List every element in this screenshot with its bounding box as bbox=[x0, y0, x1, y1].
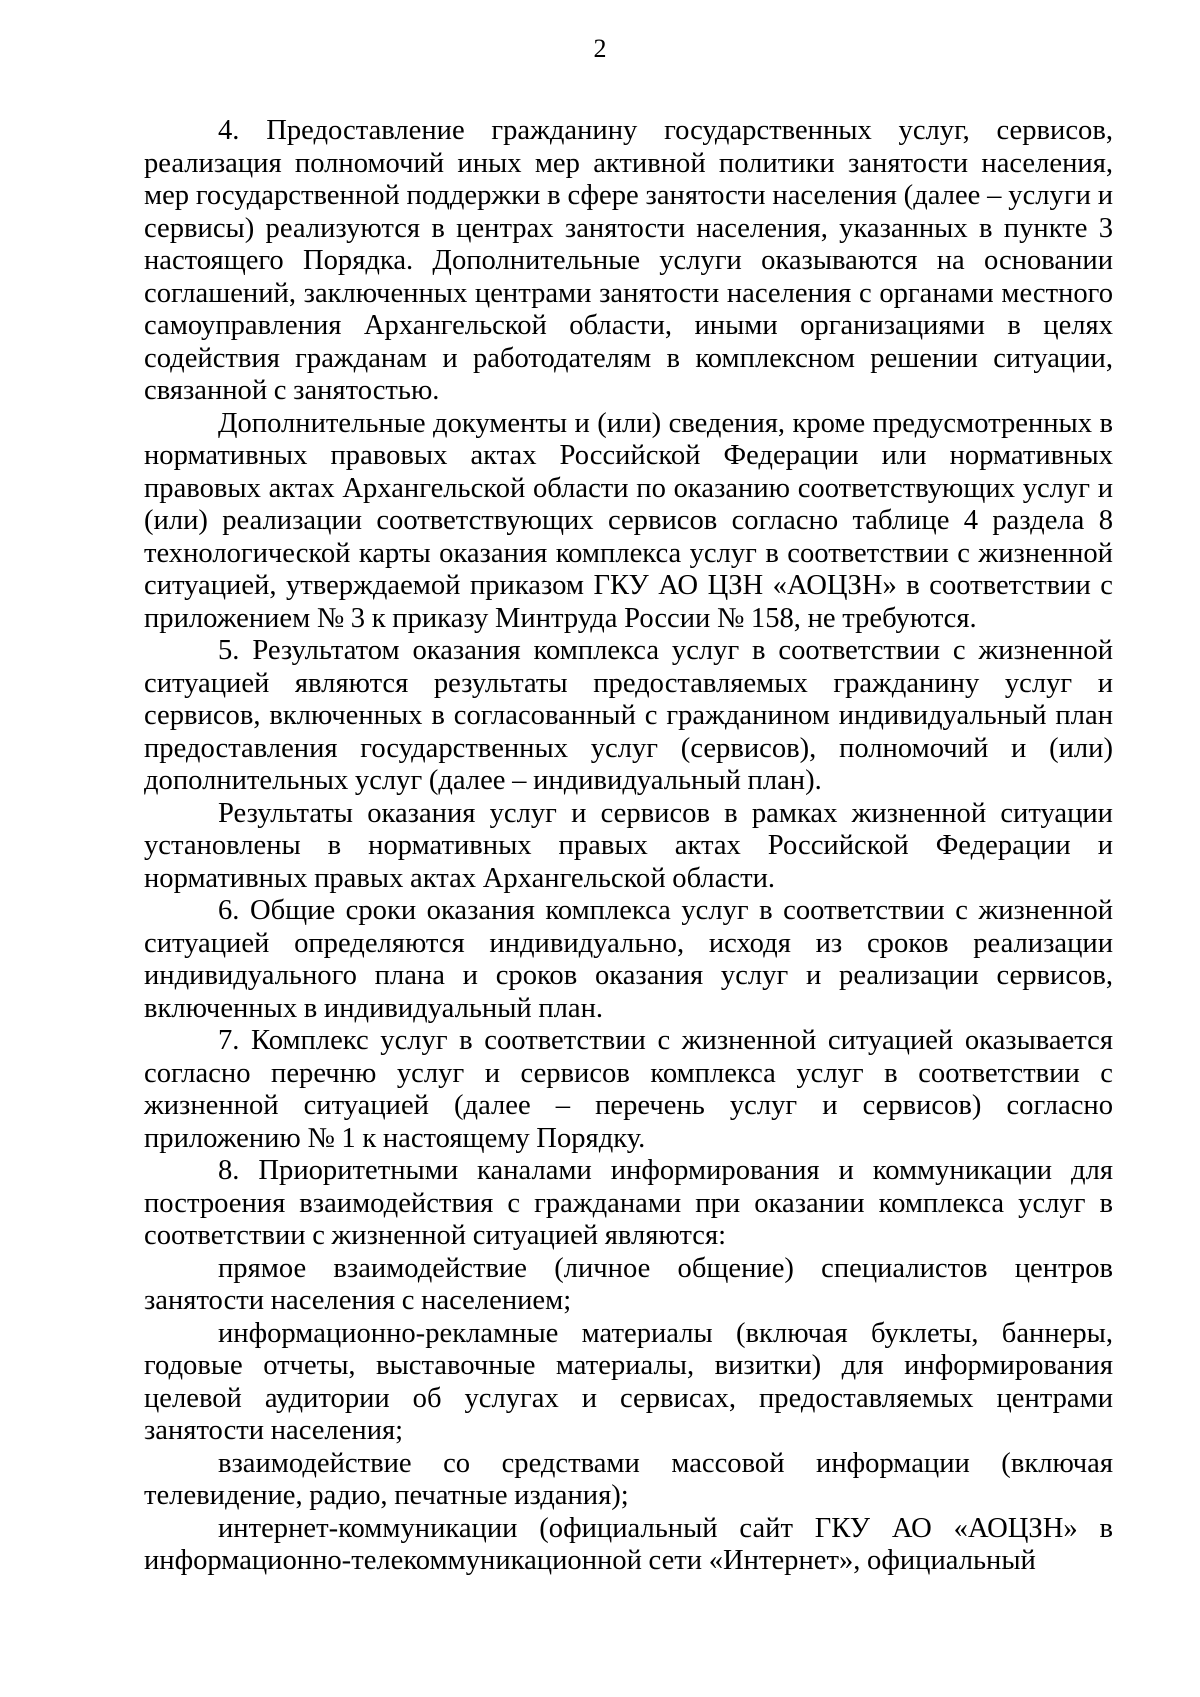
paragraph-item-8: 8. Приоритетными каналами информирования и коммуникации для построения взаимодействия с гражданами при оказании комплекса услуг в соответствии с жизненной ситуацией являются: bbox=[144, 1155, 1113, 1251]
paragraph-item-5: 5. Результатом оказания комплекса услуг в соответствии с жизненной ситуацией являются результаты предоставляемых гражданину услуг и сервисов, включенных в согласованный с гражданином индивидуальный план предоставления государственных услуг (сервисов), полномочий и (или) дополнительных услуг (далее – индивидуальный план). bbox=[144, 635, 1113, 796]
paragraph-item-6: 6. Общие сроки оказания комплекса услуг в соответствии с жизненной ситуацией определяются индивидуально, исходя из сроков реализации индивидуального плана и сроков оказания услуг и реализации сервисов, включенных в индивидуальный план. bbox=[144, 895, 1113, 1024]
list-item-internet-communications: интернет-коммуникации (официальный сайт ГКУ АО «АОЦЗН» в информационно-телекоммуникационной сети «Интернет», официальный bbox=[144, 1512, 1113, 1576]
paragraph-additional-documents: Дополнительные документы и (или) сведения, кроме предусмотренных в нормативных правовых актах Российской Федерации или нормативных правовых актах Архангельской области по оказанию соответствующих услуг и (или) реализации соответствующих сервисов согласно таблице 4 раздела 8 технологической карты оказания комплекса услуг в соответствии с жизненной ситуацией, утверждаемой приказом ГКУ АО ЦЗН «АОЦЗН» в соответствии с приложением № 3 к приказу Минтруда России № 158, не требуются. bbox=[144, 407, 1113, 634]
document-body bbox=[144, 115, 1113, 1578]
list-item-direct-interaction: прямое взаимодействие (личное общение) специалистов центров занятости населения с населением; bbox=[144, 1252, 1113, 1316]
page-number: 2 bbox=[593, 34, 607, 63]
list-item-advertising-materials: информационно-рекламные материалы (включая буклеты, баннеры, годовые отчеты, выставочные материалы, визитки) для информирования целевой аудитории об услугах и сервисах, предоставляемых центрами занятости населения; bbox=[144, 1317, 1113, 1446]
list-item-mass-media: взаимодействие со средствами массовой информации (включая телевидение, радио, печатные издания); bbox=[144, 1447, 1113, 1511]
paragraph-results: Результаты оказания услуг и сервисов в рамках жизненной ситуации установлены в нормативных правых актах Российской Федерации и нормативных правых актах Архангельской области. bbox=[144, 797, 1113, 894]
paragraph-item-7: 7. Комплекс услуг в соответствии с жизненной ситуацией оказывается согласно перечню услуг и сервисов комплекса услуг в соответствии с жизненной ситуацией (далее – перечень услуг и сервисов) согласно приложению № 1 к настоящему Порядку. bbox=[144, 1025, 1113, 1154]
paragraph-item-4: 4. Предоставление гражданину государственных услуг, сервисов, реализация полномочий иных мер активной политики занятости населения, мер государственной поддержки в сфере занятости населения (далее – услуги и сервисы) реализуются в центрах занятости населения, указанных в пункте 3 настоящего Порядка. Дополнительные услуги оказываются на основании соглашений, заключенных центрами занятости населения с органами местного самоуправления Архангельской области, иными организациями в целях содействия гражданам и работодателям в комплексном решении ситуации, связанной с занятостью. bbox=[144, 115, 1113, 406]
